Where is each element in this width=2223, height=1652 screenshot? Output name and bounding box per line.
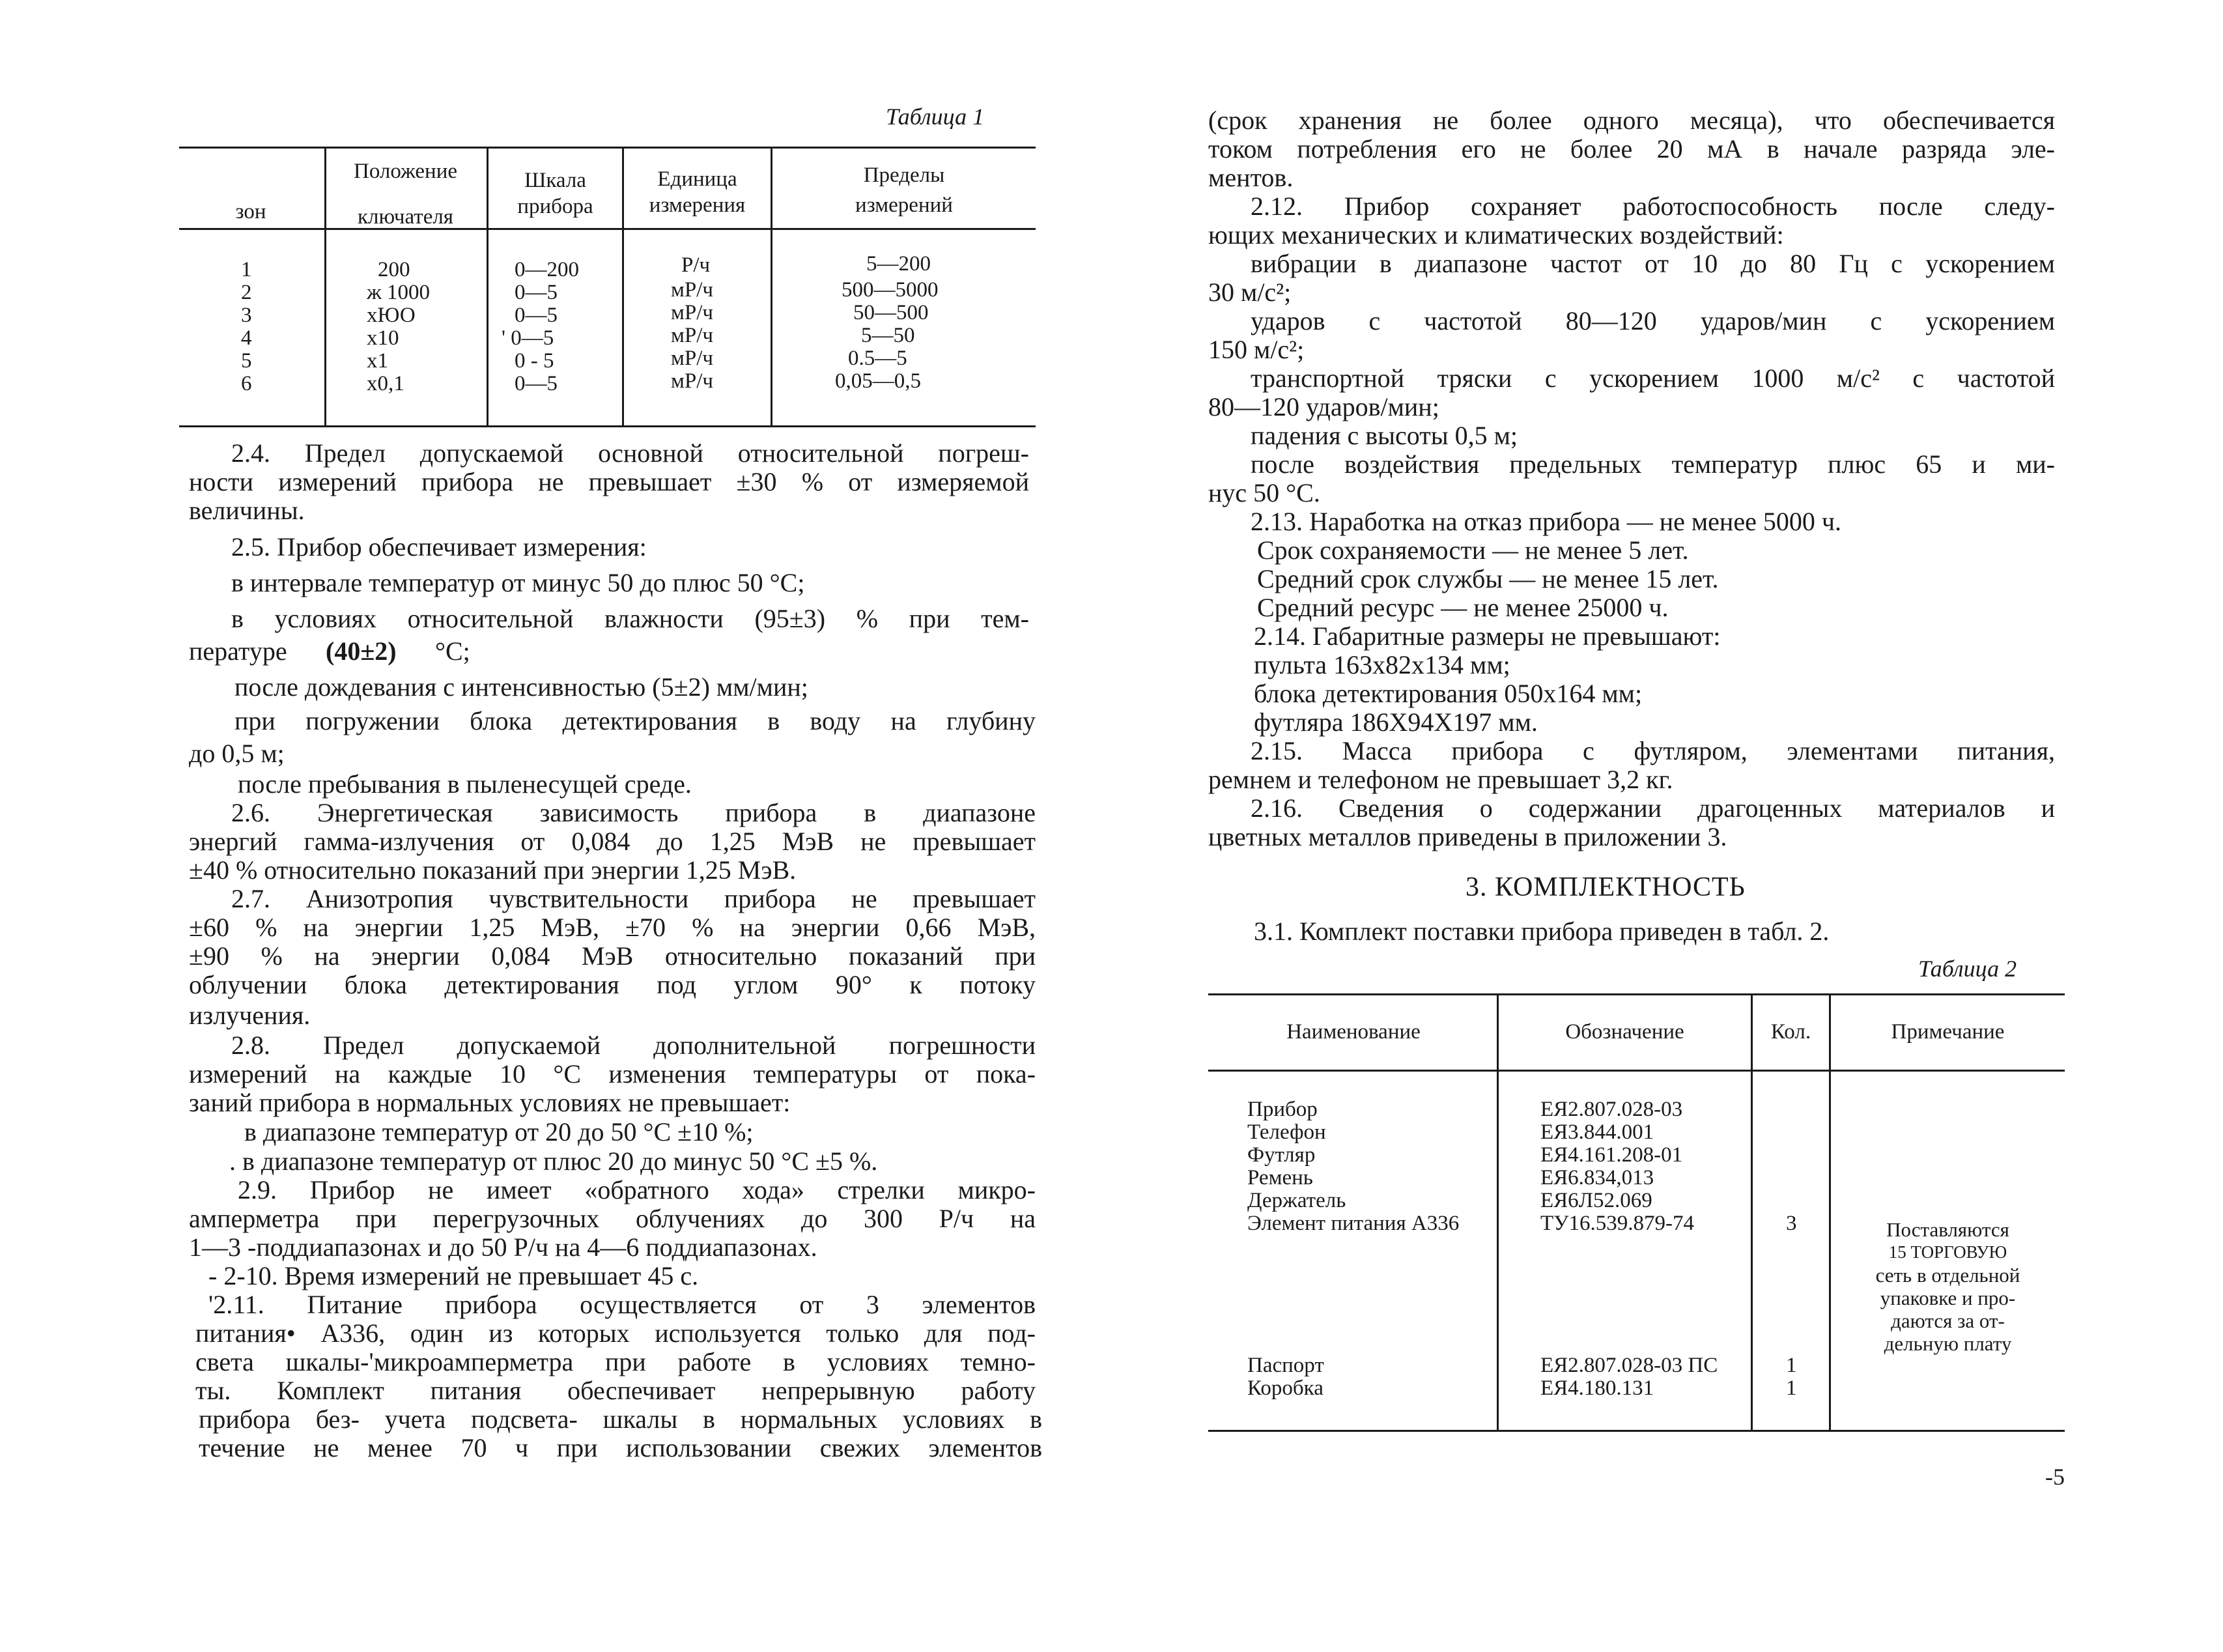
table2-code: ЕЯ6Л52.069 [1540, 1189, 1652, 1212]
text-line: нус 50 °С. [1208, 478, 1320, 507]
text-line-bold: (40±2) [326, 636, 397, 666]
table1-scale: 0—5 [515, 281, 558, 304]
text-line: Срок сохраняемости — не менее 5 лет. [1257, 535, 1689, 565]
table1-header-switch-1: Положение [353, 160, 458, 183]
table1-limit: 0,05—0,5 [835, 369, 921, 393]
table1-scale: 0—5 [515, 372, 558, 395]
table2-code: ЕЯ3.844.001 [1540, 1120, 1654, 1144]
table1-zone: 1 [241, 258, 252, 281]
note-line: дельную плату [1884, 1332, 2012, 1355]
text-line: 2.14. Габаритные размеры не превышают: [1254, 621, 1721, 651]
table1-unit: Р/ч [681, 253, 711, 277]
table1-unit: мР/ч [671, 301, 714, 324]
text-line: излучения. [189, 1001, 311, 1030]
text-line: 1—3 -поддиапазонах и до 50 Р/ч на 4—6 поддиапазонах. [189, 1232, 817, 1262]
table2-header-note: Примечание [1891, 1020, 2005, 1044]
text-line: - 2-10. Время измерений не превышает 45 с. [208, 1261, 699, 1290]
text-line: пературе [189, 636, 287, 666]
text-line: 2.13. Наработка на отказ прибора — не менее 5000 ч. [1251, 507, 1841, 536]
text-line: блока детектирования 050х164 мм; [1254, 679, 1643, 708]
table1-header-scale-2: прибора [517, 195, 593, 218]
table1-scale: 0—5 [515, 304, 558, 327]
text-line: до 0,5 м; [189, 739, 285, 768]
table2-name: Ремень [1247, 1166, 1313, 1189]
table2-name: Коробка [1247, 1376, 1324, 1400]
text-line: измерений на каждые 10 °С изменения температуры от пока- [189, 1059, 1036, 1089]
text-line: 80—120 ударов/мин; [1208, 392, 1439, 421]
text-line: ударов с частотой 80—120 ударов/мин с ускорением [1251, 306, 2055, 335]
table1-switch: 200 [378, 258, 410, 281]
note-line: 15 ТОРГОВУЮ [1888, 1242, 2007, 1262]
table1-switch: ж 1000 [367, 281, 431, 304]
table2-name: Телефон [1247, 1120, 1326, 1144]
note-line: даются за от- [1891, 1309, 2005, 1332]
table2-code: ЕЯ2.807.028-03 ПС [1540, 1354, 1718, 1377]
text-line: ±40 % относительно показаний при энергии 1,25 МэВ. [189, 855, 797, 885]
text-line: течение не менее 70 ч при использовании свежих элементов [199, 1433, 1042, 1462]
table1-header-unit-1: Единица [657, 167, 737, 191]
table2-name: Футляр [1247, 1143, 1316, 1167]
table2-header-code: Обозначение [1565, 1020, 1684, 1044]
text-line: заний прибора в нормальных условиях не превышает: [189, 1088, 791, 1117]
table2-qty: 1 [1786, 1376, 1797, 1400]
table1-zone: 5 [241, 349, 252, 373]
text-line: футляра 186Х94Х197 мм. [1254, 707, 1538, 737]
text-line: ±60 % на энергии 1,25 МэВ, ±70 % на энергии 0,66 МэВ, [189, 913, 1036, 942]
table1-unit: мР/ч [671, 278, 714, 302]
page-number: -5 [2045, 1464, 2065, 1490]
text-line: падения с высоты 0,5 м; [1251, 421, 1518, 450]
table2-caption: Таблица 2 [1918, 956, 2017, 982]
text-line: энергий гамма-излучения от 0,084 до 1,25 МэВ не превышает [189, 827, 1036, 856]
table1-unit: мР/ч [671, 347, 714, 370]
table2-qty: 1 [1786, 1354, 1797, 1377]
table2-qty: 3 [1786, 1212, 1797, 1235]
text-line: после пребывания в пыленесущей среде. [238, 769, 692, 799]
text-line: величины. [189, 496, 305, 525]
table1-header-limits-1: Пределы [863, 164, 945, 187]
table1-zone: 3 [241, 304, 252, 327]
text-line: пульта 163х82х134 мм; [1254, 650, 1510, 679]
table1-switch: х1 [367, 349, 388, 373]
table1-zone: 2 [241, 281, 252, 304]
table2-code: ТУ16.539.879-74 [1540, 1212, 1695, 1235]
text-line: ремнем и телефоном не превышает 3,2 кг. [1208, 765, 1673, 794]
table2-code: ЕЯ4.161.208-01 [1540, 1143, 1683, 1167]
text-line: током потребления его не более 20 мА в начале разряда эле- [1208, 134, 2055, 164]
text-line: . в диапазоне температур от плюс 20 до минус 50 °С ±5 %. [229, 1146, 878, 1176]
table2-name: Держатель [1247, 1189, 1346, 1212]
note-line: сеть в отдельной [1875, 1264, 2020, 1287]
text-line: ментов. [1208, 163, 1294, 192]
text-line: 30 м/с²; [1208, 278, 1292, 307]
table1-zone: 6 [241, 372, 252, 395]
table1-header-limits-2: измерений [855, 193, 953, 217]
text-line: ±90 % на энергии 0,084 МэВ относительно показаний при [189, 941, 1036, 971]
text-line: Средний срок службы — не менее 15 лет. [1257, 564, 1719, 593]
table1-limit: 0.5—5 [848, 347, 907, 370]
text-line: 2.5. Прибор обеспечивает измерения: [231, 532, 647, 562]
table1-unit: мР/ч [671, 369, 714, 393]
text-line: при погружении блока детектирования в воду на глубину [234, 706, 1036, 735]
text-line: после дождевания с интенсивностью (5±2) мм/мин; [234, 672, 808, 702]
table2-code: ЕЯ6.834,013 [1540, 1166, 1654, 1189]
section-paragraph: 3.1. Комплект поставки прибора приведен в табл. 2. [1254, 917, 1830, 946]
table1-limit: 5—200 [866, 252, 931, 276]
table2-name: Паспорт [1247, 1354, 1324, 1377]
text-line: ности измерений прибора не превышает ±30 % от измеряемой [189, 467, 1029, 496]
table1-scale: 0 - 5 [515, 349, 554, 373]
table2-header-qty: Кол. [1770, 1020, 1811, 1044]
text-line: транспортной тряски с ускорением 1000 м/с² с частотой [1251, 363, 2055, 393]
text-line: света шкалы-'микроамперметра при работе в условиях темно- [195, 1347, 1036, 1376]
text-line: 2.8. Предел допускаемой дополнительной погрешности [231, 1031, 1036, 1060]
text-line: 2.15. Масса прибора с футляром, элементами питания, [1251, 736, 2055, 765]
text-line: Средний ресурс — не менее 25000 ч. [1257, 593, 1669, 622]
note-line: Поставляются [1886, 1218, 2009, 1241]
table1-limit: 500—5000 [842, 278, 939, 302]
table1-scale: ' 0—5 [502, 326, 554, 350]
text-line: 2.7. Анизотропия чувствительности прибора не превышает [231, 884, 1036, 913]
table2-code: ЕЯ2.807.028-03 [1540, 1098, 1683, 1121]
table2-name: Элемент питания А336 [1247, 1212, 1460, 1235]
text-line: после воздействия предельных температур плюс 65 и ми- [1251, 449, 2055, 479]
table1-switch: х10 [367, 326, 399, 350]
text-line: (срок хранения не более одного месяца), что обеспечивается [1208, 106, 2055, 135]
table1-caption: Таблица 1 [886, 104, 985, 130]
table1-zone: 4 [241, 326, 252, 350]
text-line: амперметра при перегрузочных облучениях до 300 Р/ч на [189, 1204, 1036, 1233]
section-heading: 3. КОМПЛЕКТНОСТЬ [1465, 872, 1746, 902]
text-line: °С; [435, 636, 470, 666]
text-line: облучении блока детектирования под углом 90° к потоку [189, 970, 1036, 999]
table1-header-unit-2: измерения [649, 193, 746, 217]
text-line: цветных металлов приведены в приложении 3. [1208, 822, 1727, 851]
text-line: питания• А336, один из которых используется только для под- [195, 1318, 1036, 1348]
text-line: прибора без- учета подсвета- шкалы в нормальных условиях в [199, 1404, 1042, 1434]
text-line: вибрации в диапазоне частот от 10 до 80 Гц с ускорением [1251, 249, 2055, 278]
note-line: упаковке и про- [1880, 1287, 2016, 1309]
table1-switch: хЮО [367, 304, 416, 327]
text-line: 2.9. Прибор не имеет «обратного хода» стрелки микро- [238, 1175, 1036, 1204]
table1-header-switch-2: ключателя [357, 205, 453, 229]
text-line: ющих механических и климатических воздействий: [1208, 220, 1784, 249]
text-line: в диапазоне температур от 20 до 50 °С ±10 %; [244, 1117, 754, 1146]
text-line: 150 м/с²; [1208, 335, 1305, 364]
table2-code: ЕЯ4.180.131 [1540, 1376, 1654, 1400]
table1-switch: х0,1 [367, 372, 404, 395]
text-line: в интервале температур от минус 50 до плюс 50 °С; [231, 568, 805, 597]
table2-name: Прибор [1247, 1098, 1318, 1121]
text-line: ты. Комплект питания обеспечивает непрерывную работу [195, 1376, 1036, 1405]
table2-header-name: Наименование [1286, 1020, 1421, 1044]
table1-header-zones: зон [235, 200, 266, 223]
table1-header-scale-1: Шкала [524, 169, 586, 192]
table1-limit: 50—500 [853, 301, 929, 324]
text-line: в условиях относительной влажности (95±3) % при тем- [231, 604, 1029, 633]
text-line: '2.11. Питание прибора осуществляется от 3 элементов [208, 1290, 1036, 1319]
table1-limit: 5—50 [861, 324, 915, 347]
table1-scale: 0—200 [515, 258, 579, 281]
text-line: 2.16. Сведения о содержании драгоценных материалов и [1251, 793, 2055, 823]
text-line: 2.4. Предел допускаемой основной относительной погреш- [231, 438, 1029, 468]
table1-unit: мР/ч [671, 324, 714, 347]
text-line: 2.6. Энергетическая зависимость прибора в диапазоне [231, 798, 1036, 827]
text-line: 2.12. Прибор сохраняет работоспособность после следу- [1251, 192, 2055, 221]
